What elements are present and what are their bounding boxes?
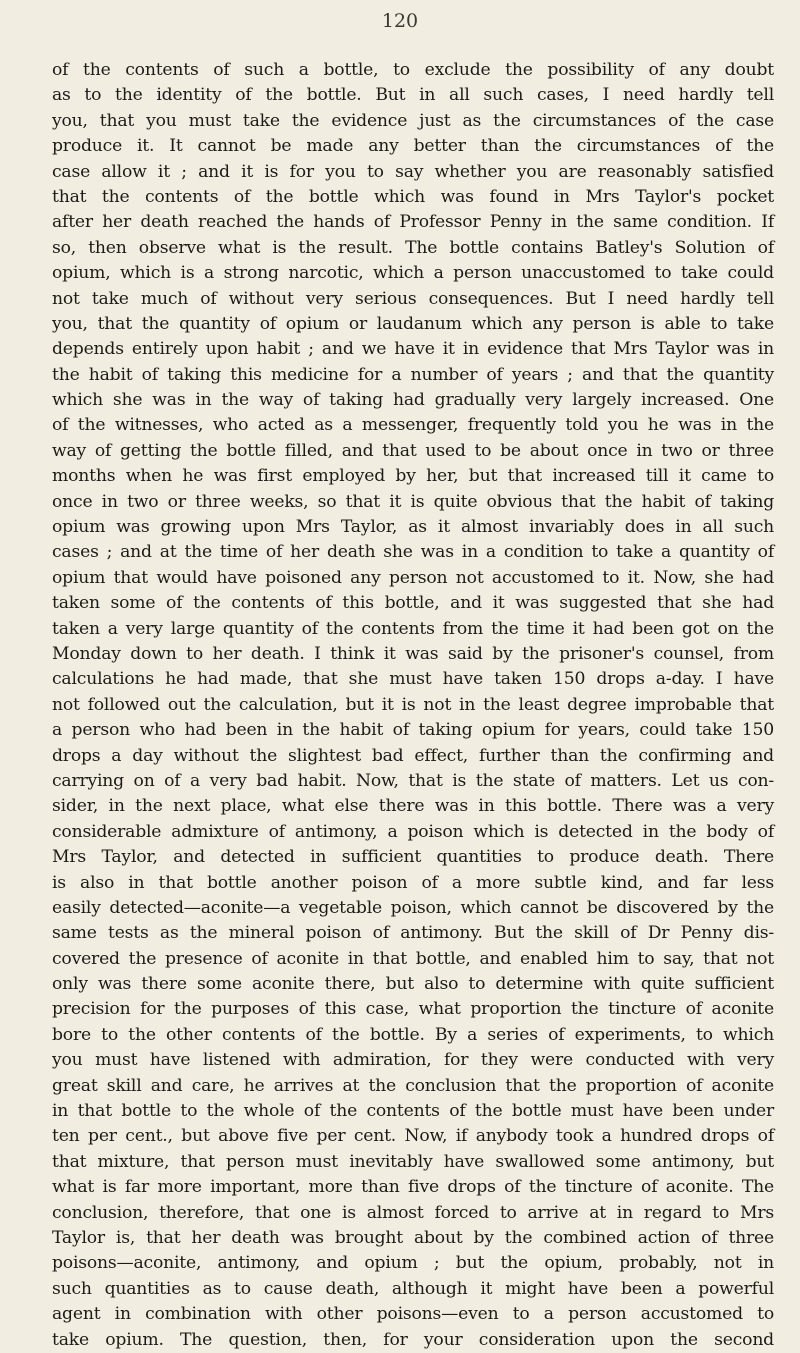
text-line: you must have listened with admiration, for they were conducted with very (52, 1050, 774, 1071)
text-line: depends entirely upon habit ; and we have it in evidence that Mrs Taylor was in (52, 339, 774, 360)
text-line: not take much of without very serious consequences. But I need hardly tell (52, 288, 774, 309)
text-line: considerable admixture of antimony, a poison which is detected in the body of (52, 821, 774, 842)
text-line: drops a day without the slightest bad effect, further than the confirming and (52, 745, 774, 766)
text-line: produce it. It cannot be made any better than the circumstances of the (52, 136, 774, 157)
text-line: carrying on of a very bad habit. Now, that is the state of matters. Let us con- (52, 770, 774, 791)
text-line: sider, in the next place, what else there was in this bottle. There was a very (52, 796, 774, 817)
text-line: which she was in the way of taking had gradually very largely increased. One (52, 390, 774, 411)
text-line: such quantities as to cause death, although it might have been a powerful (52, 1278, 774, 1299)
text-line: agent in combination with other poisons—even to a person accustomed to (52, 1304, 774, 1325)
text-line: great skill and care, he arrives at the conclusion that the proportion of aconite (52, 1075, 774, 1096)
text-line: ten per cent., but above five per cent. Now, if anybody took a hundred drops of (52, 1126, 774, 1147)
text-line: you, that you must take the evidence just as the circumstances of the case (52, 110, 774, 131)
text-line: a person who had been in the habit of taking opium for years, could take 150 (52, 720, 774, 741)
text-line: cases ; and at the time of her death she was in a condition to take a quantity of (52, 542, 774, 563)
text-line: opium was growing upon Mrs Taylor, as it almost invariably does in all such (52, 517, 774, 538)
text-line: as to the identity of the bottle. But in all such cases, I need hardly tell (52, 85, 774, 106)
text-line: take opium. The question, then, for your consideration upon the second (52, 1329, 774, 1350)
text-line: way of getting the bottle filled, and that used to be about once in two or three (52, 440, 774, 461)
text-line: the habit of taking this medicine for a number of years ; and that the quantity (52, 364, 774, 385)
text-line: not followed out the calculation, but it is not in the least degree improbable that (52, 694, 774, 715)
text-line: Taylor is, that her death was brought about by the combined action of three (52, 1227, 774, 1248)
text-line: bore to the other contents of the bottle. By a series of experiments, to which (52, 1024, 774, 1045)
text-line: taken a very large quantity of the contents from the time it had been got on the (52, 618, 774, 639)
body-text (52, 58, 774, 1353)
text-line: precision for the purposes of this case, what proportion the tincture of aconite (52, 999, 774, 1020)
text-line: same tests as the mineral poison of antimony. But the skill of Dr Penny dis- (52, 923, 774, 944)
text-line: once in two or three weeks, so that it is quite obvious that the habit of taking (52, 491, 774, 512)
text-line: taken some of the contents of this bottle, and it was suggested that she had (52, 593, 774, 614)
text-line: calculations he had made, that she must have taken 150 drops a-day. I have (52, 669, 774, 690)
text-line: case allow it ; and it is for you to say whether you are reasonably satisfied (52, 161, 774, 182)
text-line: that mixture, that person must inevitably have swallowed some antimony, but (52, 1151, 774, 1172)
text-line: you, that the quantity of opium or laudanum which any person is able to take (52, 313, 774, 334)
text-line: of the contents of such a bottle, to exclude the possibility of any doubt (52, 60, 774, 80)
text-line: months when he was first employed by her, but that increased till it came to (52, 466, 774, 487)
text-line: in that bottle to the whole of the contents of the bottle must have been under (52, 1101, 774, 1122)
text-line: opium that would have poisoned any person not accustomed to it. Now, she had (52, 567, 774, 588)
text-line: Monday down to her death. I think it was said by the prisoner's counsel, from (52, 643, 774, 664)
text-line: easily detected—aconite—a vegetable poison, which cannot be discovered by the (52, 897, 774, 918)
text-line: opium, which is a strong narcotic, which a person unaccustomed to take could (52, 263, 774, 284)
text-line: poisons—aconite, antimony, and opium ; but the opium, probably, not in (52, 1253, 774, 1274)
text-line: is also in that bottle another poison of a more subtle kind, and far less (52, 872, 774, 893)
text-line: of the witnesses, who acted as a messenger, frequently told you he was in the (52, 415, 774, 436)
text-line: that the contents of the bottle which was found in Mrs Taylor's pocket (52, 186, 774, 207)
text-line: Mrs Taylor, and detected in sufficient quantities to produce death. There (52, 847, 774, 868)
text-line: conclusion, therefore, that one is almost forced to arrive at in regard to Mrs (52, 1202, 774, 1223)
text-line: covered the presence of aconite in that bottle, and enabled him to say, that not (52, 948, 774, 969)
page-number: 120 (381, 10, 419, 32)
text-line: after her death reached the hands of Professor Penny in the same condition. If (52, 212, 774, 233)
text-line: only was there some aconite there, but also to determine with quite sufficient (52, 974, 774, 995)
text-line: so, then observe what is the result. The bottle contains Batley's Solution of (52, 237, 774, 258)
text-line: what is far more important, more than five drops of the tincture of aconite. The (52, 1177, 774, 1198)
